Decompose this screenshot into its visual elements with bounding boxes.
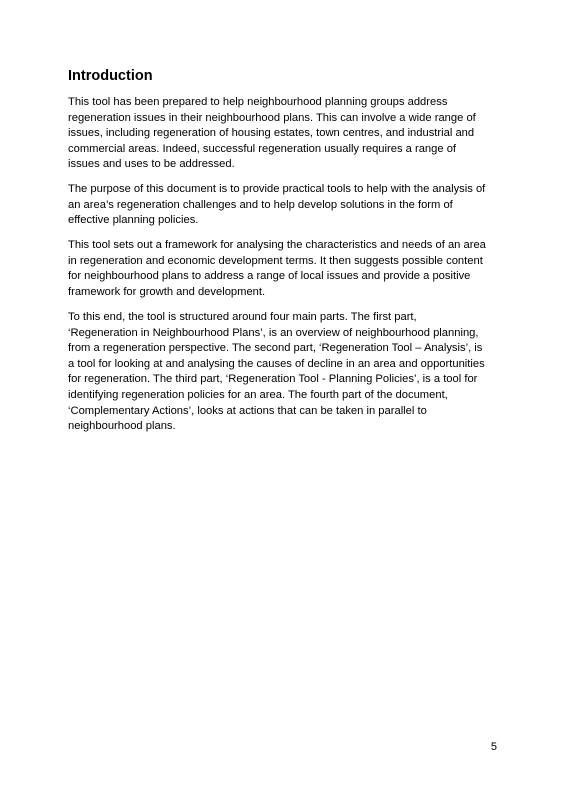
- paragraph-line: issues, including regeneration of housing estates, town centres, and industrial and: [68, 127, 475, 140]
- paragraph-line: This tool has been prepared to help neighbourhood planning groups address: [68, 96, 448, 108]
- paragraph-line: commercial areas. Indeed, successful regeneration usually requires a range of: [68, 142, 457, 155]
- paragraph-line: from a regeneration perspective. The second part, ‘Regeneration Tool – Analysis’, is: [68, 342, 483, 355]
- paragraph-line: issues and uses to be addressed.: [68, 158, 235, 171]
- paragraph-line: The purpose of this document is to provide practical tools to help with the analysis of: [68, 183, 486, 195]
- page-number: 5: [490, 741, 497, 753]
- paragraph-line: effective planning policies.: [68, 214, 199, 227]
- paragraph-4: [68, 310, 508, 435]
- paragraph-1: [68, 95, 508, 173]
- paragraph-line: an area’s regeneration challenges and to help develop solutions in the form of: [68, 198, 453, 211]
- paragraph-line: identifying regeneration policies for an area. The fourth part of the document,: [68, 388, 448, 401]
- paragraph-3: [68, 238, 508, 300]
- paragraph-line: regeneration issues in their neighbourhood plans. This can involve a wide range of: [68, 111, 476, 124]
- paragraph-line: for neighbourhood plans to address a range of local issues and provide a positive: [68, 270, 471, 283]
- paragraph-2: [68, 182, 508, 229]
- paragraph-line: ‘Regeneration in Neighbourhood Plans’, is an overview of neighbourhood planning,: [68, 326, 479, 339]
- paragraph-line: neighbourhood plans.: [68, 420, 176, 433]
- paragraph-line: This tool sets out a framework for analysing the characteristics and needs of an area: [68, 239, 486, 251]
- section-heading: Introduction: [68, 68, 153, 84]
- paragraph-line: ‘Complementary Actions’, looks at actions that can be taken in parallel to: [68, 404, 427, 417]
- paragraph-line: in regeneration and economic development terms. It then suggests possible content: [68, 254, 483, 267]
- paragraph-line: for regeneration. The third part, ‘Regeneration Tool - Planning Policies’, is a tool for: [68, 373, 478, 386]
- paragraph-line: a tool for looking at and analysing the causes of decline in an area and opportunities: [68, 357, 485, 370]
- paragraph-line: To this end, the tool is structured around four main parts. The first part,: [68, 311, 417, 323]
- paragraph-line: framework for growth and development.: [68, 285, 266, 298]
